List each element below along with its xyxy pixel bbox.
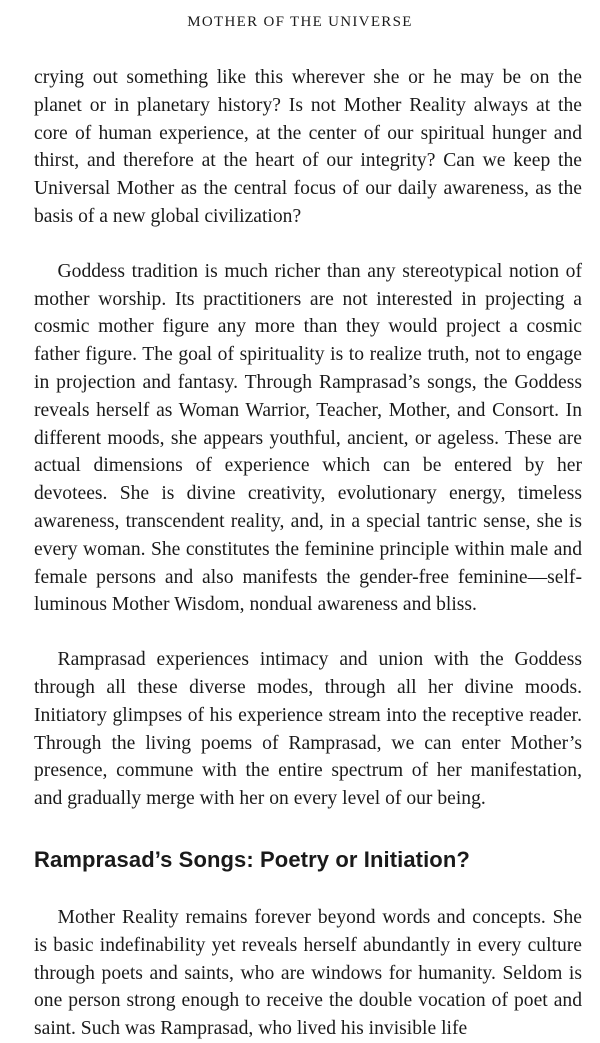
paragraph-ramprasad-intimacy: Ramprasad experiences intimacy and union with the Goddess through all these diverse modes, through all her divine moods. Initiatory glimpses of his experience stream into the receptive reader. Through the living poems of Ramprasad, we can enter Mother’s presence, commune with the entire spectrum of her manifestation, and gradually merge with her on every level of our being.: [34, 649, 582, 810]
section-heading: Ramprasad’s Songs: Poetry or Initiation?: [34, 846, 470, 872]
paragraph-goddess-tradition: Goddess tradition is much richer than any stereotypical notion of mother worship. Its practitioners are not interested in projecting a cosmic mother figure any more than they would project a cosmic father figure. The goal of spirituality is to realize truth, not to engage in projection and fantasy. Through Ramprasad’s songs, the Goddess reveals herself as Woman Warrior, Teacher, Mother, and Consort. In different moods, she appears youthful, ancient, or ageless. These are actual dimensions of experience which can be entered by her devotees. She is divine creativity, evolutionary energy, timeless awareness, transcendent reality, and, in a special tantric sense, she is every woman. She constitutes the feminine principle within male and female persons and also manifests the gender-free feminine—self-luminous Mother Wisdom, nondual awareness and bliss.: [34, 260, 582, 616]
paragraph-continued: crying out something like this wherever she or he may be on the planet or in planetary history? Is not Mother Reality always at the core of human experience, at the center of our spiritual hunger and thirst, and therefore at the heart of our integrity? Can we keep the Universal Mother as the central focus of our daily awareness, as the basis of a new global civilization?: [34, 67, 582, 227]
running-header: MOTHER OF THE UNIVERSE: [187, 14, 413, 30]
body-text: [34, 64, 582, 1043]
paragraph-mother-reality: Mother Reality remains forever beyond words and concepts. She is basic indefinability yet reveals herself abundantly in every culture through poets and saints, who are windows for humanity. Seldom is one person strong enough to receive the double vocation of poet and saint. Such was Ramprasad, who lived his invisible life: [34, 906, 582, 1040]
